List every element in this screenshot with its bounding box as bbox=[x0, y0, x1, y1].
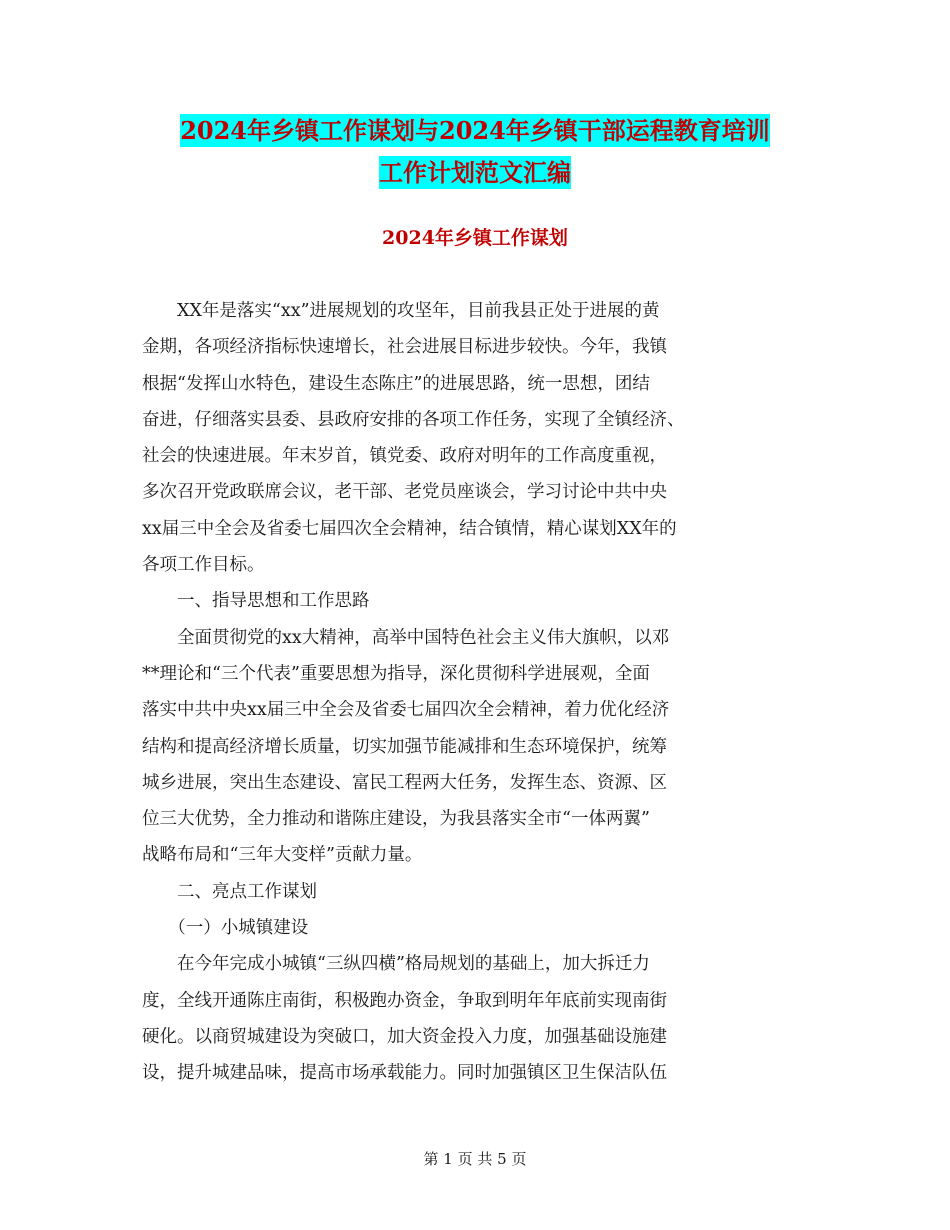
subheading-small-town: （一）小城镇建设 bbox=[142, 918, 309, 939]
heading-guiding-thought: 一、指导思想和工作思路 bbox=[142, 591, 370, 612]
body-line: 全面贯彻党的xx大精神，高举中国特色社会主义伟大旗帜，以邓 bbox=[142, 627, 670, 648]
title-highlight: 工作计划范文汇编 bbox=[379, 158, 571, 187]
heading-highlight-work: 二、亮点工作谋划 bbox=[142, 881, 317, 902]
body-line: 落实中共中央xx届三中全会及省委七届四次全会精神，着力优化经济 bbox=[142, 700, 670, 721]
body-line: **理论和“三个代表”重要思想为指导，深化贯彻科学进展观，全面 bbox=[142, 663, 650, 684]
body-line: 位三大优势，全力推动和谐陈庄建设，为我县落实全市“一体两翼” bbox=[142, 809, 650, 830]
document-title-line-1 bbox=[0, 111, 950, 151]
body-line: 根据“发挥山水特色，建设生态陈庄”的进展思路，统一思想，团结 bbox=[142, 373, 650, 394]
title-highlight: 2024年乡镇工作谋划与2024年乡镇干部运程教育培训 bbox=[180, 116, 770, 145]
page-footer: 第 1 页 共 5 页 bbox=[423, 1150, 527, 1168]
body-line: 各项工作目标。 bbox=[142, 555, 265, 576]
document-title-line-2 bbox=[0, 153, 950, 193]
section-title: 2024年乡镇工作谋划 bbox=[382, 227, 568, 249]
body-line: 度，全线开通陈庄南街，积极跑办资金，争取到明年年底前实现南街 bbox=[142, 990, 667, 1011]
body-line: XX年是落实“xx”进展规划的攻坚年，目前我县正处于进展的黄 bbox=[142, 301, 660, 321]
body-line: 金期，各项经济指标快速增长，社会进展目标进步较快。今年，我镇 bbox=[142, 337, 667, 358]
body-line: xx届三中全会及省委七届四次全会精神，结合镇情，精心谋划XX年的 bbox=[142, 518, 677, 539]
body-line: 战略布局和“三年大变样”贡献力量。 bbox=[142, 845, 423, 866]
body-line: 奋进，仔细落实县委、县政府安排的各项工作任务，实现了全镇经济、 bbox=[142, 409, 685, 430]
body-line: 硬化。以商贸城建设为突破口，加大资金投入力度，加强基础设施建 bbox=[142, 1026, 667, 1047]
body-line: 结构和提高经济增长质量，切实加强节能减排和生态环境保护，统筹 bbox=[142, 736, 667, 757]
body-line: 城乡进展，突出生态建设、富民工程两大任务，发挥生态、资源、区 bbox=[142, 772, 667, 793]
document-body bbox=[142, 293, 812, 1092]
body-line: 设，提升城建品味，提高市场承载能力。同时加强镇区卫生保洁队伍 bbox=[142, 1063, 667, 1084]
body-line: 多次召开党政联席会议，老干部、老党员座谈会，学习讨论中共中央 bbox=[142, 482, 667, 503]
body-line: 社会的快速进展。年末岁首，镇党委、政府对明年的工作高度重视， bbox=[142, 446, 667, 467]
body-line: 在今年完成小城镇“三纵四横”格局规划的基础上，加大拆迁力 bbox=[142, 954, 650, 975]
